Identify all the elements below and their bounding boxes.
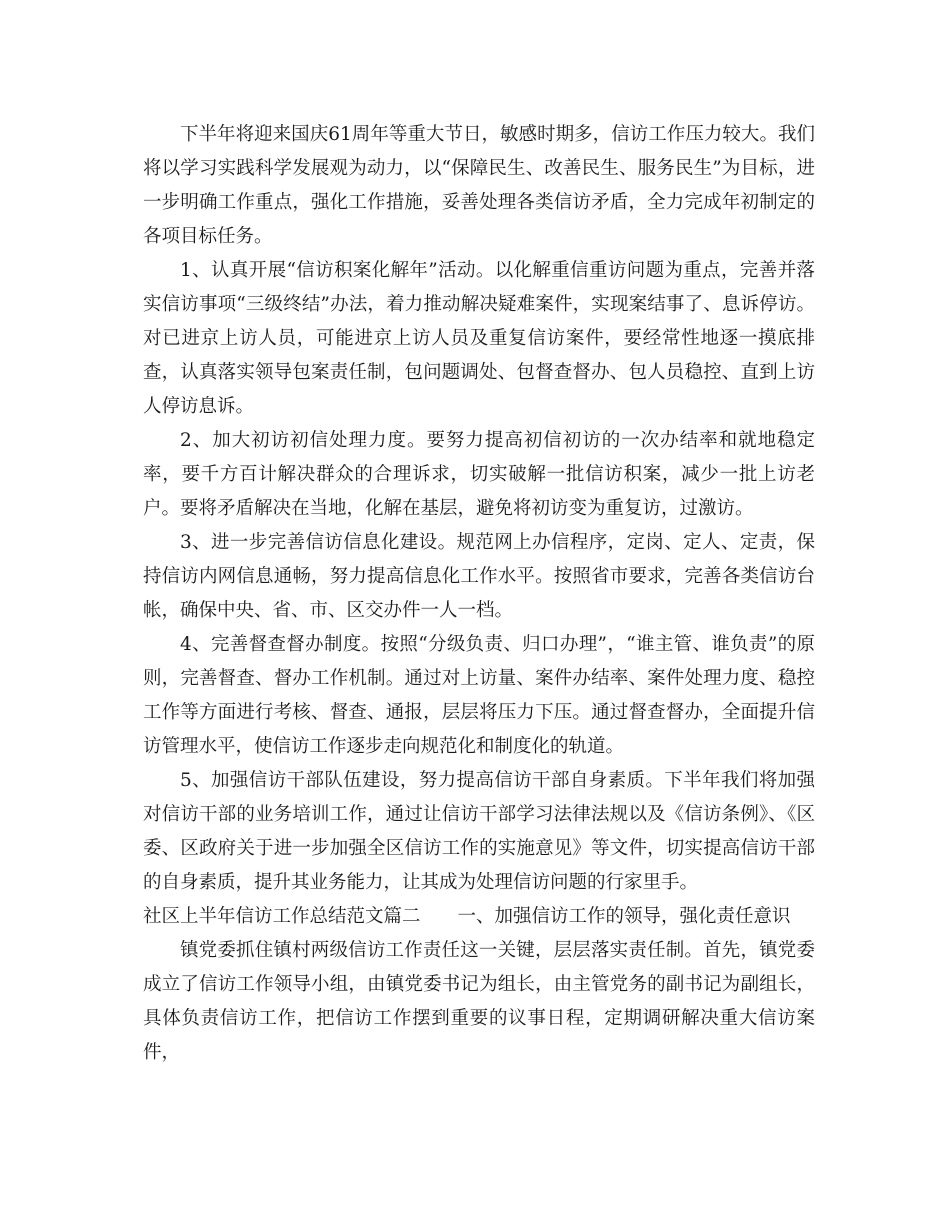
paragraph-item-3: 3、进一步完善信访信息化建设。规范网上办信程序，定岗、定人、定责，保持信访内网信息通畅，努力提高信息化工作水平。按照省市要求，完善各类信访台帐，确保中央、省、市、区交办件一人一档。 xyxy=(143,532,815,621)
section-heading: 社区上半年信访工作总结范文篇二 一、加强信访工作的领导，强化责任意识 xyxy=(143,906,791,927)
document-body xyxy=(143,118,815,1070)
paragraph-item-4: 4、完善督查督办制度。按照“分级负责、归口办理”，“谁主管、谁负责”的原则，完善督查、督办工作机制。通过对上访量、案件办结率、案件处理力度、稳控工作等方面进行考核、督查、通报，层层将压力下压。通过督查督办，全面提升信访管理水平，使信访工作逐步走向规范化和制度化的轨道。 xyxy=(143,634,815,757)
paragraph-item-1: 1、认真开展“信访积案化解年”活动。以化解重信重访问题为重点，完善并落实信访事项“三级终结”办法，着力推动解决疑难案件，实现案结事了、息诉停访。对已进京上访人员，可能进京上访人员及重复信访案件，要经常性地逐一摸底排查，认真落实领导包案责任制，包问题调处、包督查督办、包人员稳控、直到上访人停访息诉。 xyxy=(143,260,815,417)
paragraph-intro: 下半年将迎来国庆61周年等重大节日，敏感时期多，信访工作压力较大。我们将以学习实践科学发展观为动力，以“保障民生、改善民生、服务民生”为目标，进一步明确工作重点，强化工作措施，妥善处理各类信访矛盾，全力完成年初制定的各项目标任务。 xyxy=(143,124,815,247)
paragraph-item-5: 5、加强信访干部队伍建设，努力提高信访干部自身素质。下半年我们将加强对信访干部的业务培训工作，通过让信访干部学习法律法规以及《信访条例》、《区委、区政府关于进一步加强全区信访工作的实施意见》等文件，切实提高信访干部的自身素质，提升其业务能力，让其成为处理信访问题的行家里手。 xyxy=(143,770,815,893)
paragraph-final: 镇党委抓住镇村两级信访工作责任这一关键，层层落实责任制。首先，镇党委成立了信访工作领导小组，由镇党委书记为组长，由主管党务的副书记为副组长，具体负责信访工作，把信访工作摆到重要的议事日程，定期调研解决重大信访案件， xyxy=(143,940,815,1063)
paragraph-item-2: 2、加大初访初信处理力度。要努力提高初信初访的一次办结率和就地稳定率，要千方百计解决群众的合理诉求，切实破解一批信访积案，减少一批上访老户。要将矛盾解决在当地，化解在基层，避免将初访变为重复访，过激访。 xyxy=(143,430,815,519)
